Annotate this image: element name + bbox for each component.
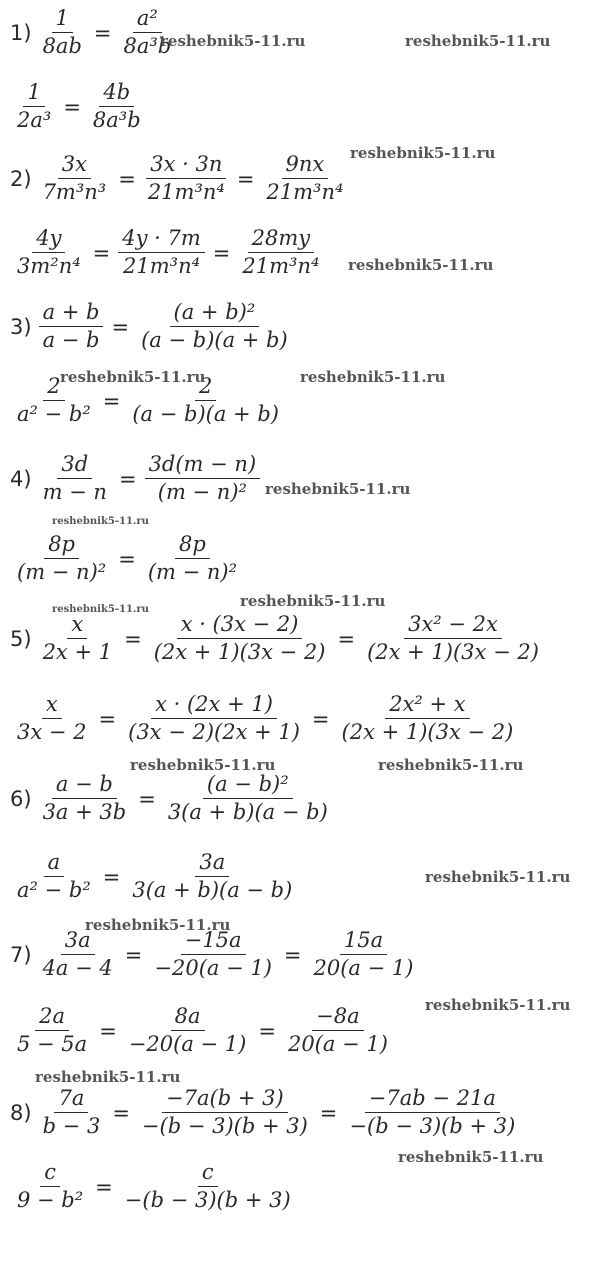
- watermark: reshebnik5-11.ru: [60, 368, 206, 386]
- equals-sign: =: [63, 94, 81, 119]
- fraction: $\frac{2a}{5 - 5a}$: [17, 1004, 88, 1057]
- equals-sign: =: [98, 706, 117, 731]
- fraction: $\frac{4y}{\text{3m²n⁴}}$: [17, 226, 81, 279]
- watermark: reshebnik5-11.ru: [398, 1148, 544, 1166]
- fraction: $\frac{x}{2x + 1}$: [42, 612, 113, 665]
- equals-sign: =: [112, 1100, 130, 1125]
- fraction: $\frac{-8a}{20(a - 1)}$: [287, 1004, 388, 1057]
- watermark: reshebnik5-11.ru: [265, 480, 411, 498]
- watermark: reshebnik5-11.ru: [425, 996, 571, 1014]
- fraction: $\frac{x}{3x - 2}$: [17, 692, 87, 745]
- equals-sign: =: [337, 626, 356, 651]
- fraction: $\frac{\text{a²}}{\text{8a³b}}$: [123, 6, 172, 59]
- problem-1-line-2: [10, 80, 148, 133]
- fraction: $\frac{-7a(b + 3)}{-(b - 3)(b + 3)}$: [141, 1086, 308, 1139]
- equals-sign: =: [258, 1018, 276, 1043]
- watermark: reshebnik5-11.ru: [350, 144, 496, 162]
- fraction: $\frac{\text{(a − b)²}}{3(a + b)(a - b)}$: [167, 772, 328, 825]
- fraction: $\frac{4b}{\text{8a³b}}$: [92, 80, 141, 133]
- problem-7-line-2: [10, 1004, 395, 1057]
- watermark: reshebnik5-11.ru: [240, 592, 386, 610]
- watermark: reshebnik5-11.ru: [35, 1068, 181, 1086]
- problem-8-line-2: [10, 1160, 298, 1213]
- problem-6-line-1: [10, 772, 335, 825]
- equals-sign: =: [118, 546, 136, 571]
- watermark: reshebnik5-11.ru: [405, 32, 551, 50]
- fraction: $\frac{1}{\text{2a³}}$: [17, 80, 52, 133]
- fraction: $\frac{3a}{3(a + b)(a - b)}$: [132, 850, 293, 903]
- equals-sign: =: [311, 706, 330, 731]
- fraction: $\frac{1}{8ab}$: [42, 6, 82, 59]
- problem-5-line-2: [10, 692, 520, 745]
- fraction: $\frac{a + b}{a - b}$: [39, 300, 104, 353]
- watermark: reshebnik5-11.ru: [348, 256, 494, 274]
- fraction: $\frac{9nx}{\text{21m³n⁴}}$: [266, 152, 344, 205]
- fraction: $\frac{c}{-(b - 3)(b + 3)}$: [124, 1160, 291, 1213]
- fraction: $\frac{28my}{\text{21m³n⁴}}$: [242, 226, 320, 279]
- fraction: $\frac{2}{(a - b)(a + b)}$: [132, 374, 279, 427]
- problem-2-line-1: [10, 152, 350, 205]
- fraction: $\frac{x \cdot (2x + 1)}{(3x - 2)(2x + 1)}$: [128, 692, 300, 745]
- watermark: reshebnik5-11.ru: [378, 756, 524, 774]
- equals-sign: =: [124, 626, 142, 651]
- watermark: reshebnik5-11.ru: [300, 368, 446, 386]
- fraction: $\frac{3d}{m - n}$: [42, 452, 107, 505]
- fraction: $\frac{3d(m - n)}{\text{(m − n)²}}$: [145, 452, 261, 505]
- fraction: $\frac{3x \cdot 3n}{\text{21m³n⁴}}$: [147, 152, 225, 205]
- fraction: $\frac{a - b}{3a + 3b}$: [42, 772, 127, 825]
- fraction: $\frac{-7ab - 21a}{-(b - 3)(b + 3)}$: [349, 1086, 516, 1139]
- watermark: reshebnik5-11.ru: [52, 516, 149, 527]
- problem-4-line-1: [10, 452, 263, 505]
- problem-number: 8): [10, 1100, 32, 1125]
- equals-sign: =: [319, 1100, 338, 1125]
- equals-sign: =: [111, 314, 130, 339]
- equals-sign: =: [92, 240, 111, 265]
- problem-7-line-1: [10, 928, 420, 981]
- problem-number: 5): [10, 626, 32, 651]
- problem-5-line-1: [10, 612, 546, 665]
- fraction: $\frac{7a}{b - 3}$: [42, 1086, 101, 1139]
- problem-number: 7): [10, 942, 32, 967]
- watermark: reshebnik5-11.ru: [425, 868, 571, 886]
- fraction: $\frac{3a}{4a - 4}$: [42, 928, 113, 981]
- problem-4-line-2: [10, 532, 244, 585]
- equals-sign: =: [212, 240, 231, 265]
- problem-number: 4): [10, 466, 32, 491]
- fraction: $\frac{a}{\text{a² − b²}}$: [17, 850, 91, 903]
- problem-number: 3): [10, 314, 32, 339]
- equals-sign: =: [236, 166, 255, 191]
- fraction: $\frac{4y \cdot 7m}{\text{21m³n⁴}}$: [118, 226, 205, 279]
- equals-sign: =: [95, 1174, 113, 1199]
- equals-sign: =: [118, 166, 136, 191]
- fraction: $\frac{8p}{\text{(m − n)²}}$: [147, 532, 238, 585]
- fraction: $\frac{\text{3x² − 2x}}{(2x + 1)(3x - 2)}$: [367, 612, 539, 665]
- problem-6-line-2: [10, 850, 299, 903]
- fraction: $\frac{\text{2x² + x}}{(2x + 1)(3x - 2)}$: [341, 692, 514, 745]
- equals-sign: =: [138, 786, 156, 811]
- equals-sign: =: [283, 942, 302, 967]
- problem-number: 6): [10, 786, 32, 811]
- watermark: reshebnik5-11.ru: [85, 916, 231, 934]
- problem-1-line-1: [10, 6, 178, 59]
- fraction: $\frac{8a}{-20(a - 1)}$: [128, 1004, 247, 1057]
- fraction: $\frac{2}{\text{a² − b²}}$: [17, 374, 91, 427]
- fraction: $\frac{-15a}{-20(a - 1)}$: [154, 928, 272, 981]
- equals-sign: =: [124, 942, 143, 967]
- problem-number: 1): [10, 20, 32, 45]
- watermark: reshebnik5-11.ru: [130, 756, 276, 774]
- fraction: $\frac{3x}{\text{7m³n³}}$: [42, 152, 107, 205]
- watermark: reshebnik5-11.ru: [160, 32, 306, 50]
- problem-number: 2): [10, 166, 32, 191]
- equals-sign: =: [93, 20, 112, 45]
- fraction: $\frac{15a}{20(a - 1)}$: [313, 928, 414, 981]
- fraction: $\frac{\text{(a + b)²}}{(a - b)(a + b)}$: [141, 300, 288, 353]
- equals-sign: =: [102, 864, 121, 889]
- equals-sign: =: [102, 388, 121, 413]
- fraction: $\frac{x \cdot (3x - 2)}{(2x + 1)(3x - 2)}$: [153, 612, 326, 665]
- watermark: reshebnik5-11.ru: [52, 604, 149, 615]
- fraction: $\frac{c}{\text{9 − b²}}$: [17, 1160, 84, 1213]
- problem-3-line-1: [10, 300, 295, 353]
- problem-8-line-1: [10, 1086, 522, 1139]
- problem-2-line-2: [10, 226, 326, 279]
- equals-sign: =: [99, 1018, 117, 1043]
- fraction: $\frac{8p}{\text{(m − n)²}}$: [17, 532, 107, 585]
- equals-sign: =: [118, 466, 137, 491]
